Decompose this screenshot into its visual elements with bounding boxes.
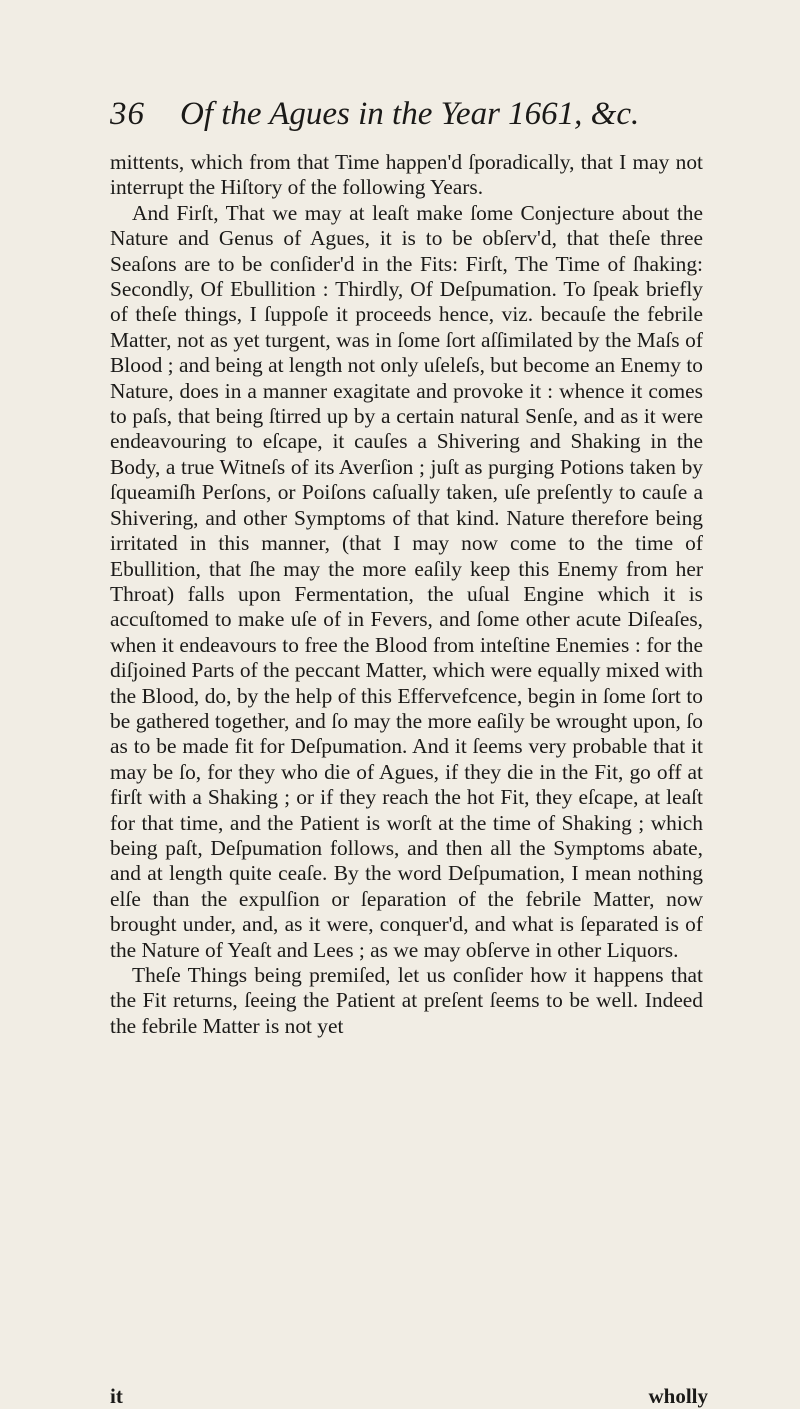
running-header <box>110 96 662 136</box>
page-number: 36 <box>110 96 145 132</box>
catchword: wholly <box>648 1384 708 1408</box>
paragraph-nature-of-agues: And Firſt, That we may at leaſt make ſome Conjecture about the Nature and Genus of Agues, it is to be obſerv'd, that theſe three Seaſons are to be conſider'd in the Fits: Firſt, The Time of ſhaking: Secondly, Of Ebullition : Thirdly, Of Deſpumation. To ſpeak briefly of theſe things, I ſuppoſe it proceeds hence, viz. becauſe the febrile Matter, not as yet turgent, was in ſome ſort aſſimilated by the Maſs of Blood ; and being at length not only uſeleſs, but become an Enemy to Nature, does in a manner exagitate and provoke it : whence it comes to paſs, that being ſtirred up by a certain natural Senſe, and as it were endeavouring to eſcape, it cauſes a Shivering and Shaking in the Body, a true Witneſs of its Averſion ; juſt as purging Potions taken by ſqueamiſh Perſons, or Poiſons caſually taken, uſe preſently to cauſe a Shivering, and other Symptoms of that kind. Nature therefore being irritated in this manner, (that I may now come to the time of Ebullition, that ſhe may the more eaſily keep this Enemy from her Throat) falls upon Fermentation, the uſual Engine which it is accuſtomed to make uſe of in Fevers, and ſome other acute Diſeaſes, when it endeavours to free the Blood from inteſtine Enemies : for the diſjoined Parts of the peccant Matter, which were equally mixed with the Blood, do, by the help of this Effervefcence, begin in ſome ſort to be gathered together, and ſo may the more eaſily be wrought upon, ſo as to be made fit for Deſpumation. And it ſeems very probable that it may be ſo, for they who die of Agues, if they die in the Fit, go off at firſt with a Shaking ; or if they reach the hot Fit, they eſcape, at leaſt for that time, and the Patient is worſt at the time of Shaking ; which being paſt, Deſpumation follows, and then all the Symptoms abate, and at length quite ceaſe. By the word Deſpumation, I mean nothing elſe than the expulſion or ſeparation of the febrile Matter, now brought under, and, as it were, conquer'd, and what is ſeparated is of the Nature of Yeaſt and Lees ; as we may obſerve in other Liquors. <box>110 200 703 962</box>
paragraph-fit-returns: Theſe Things being premiſed, let us conſider how it happens that the Fit returns, ſeeing the Patient at preſent ſeems to be well. Indeed the febrile Matter is not yet <box>110 963 703 1038</box>
paragraph-continuation: mittents, which from that Time happen'd ſporadically, that I may not interrupt the Hiſtory of the following Years. <box>110 150 703 200</box>
signature-mark: it <box>110 1384 123 1408</box>
body-text <box>110 150 703 1039</box>
running-title: Of the Agues in the Year 1661, &c. <box>180 96 640 132</box>
